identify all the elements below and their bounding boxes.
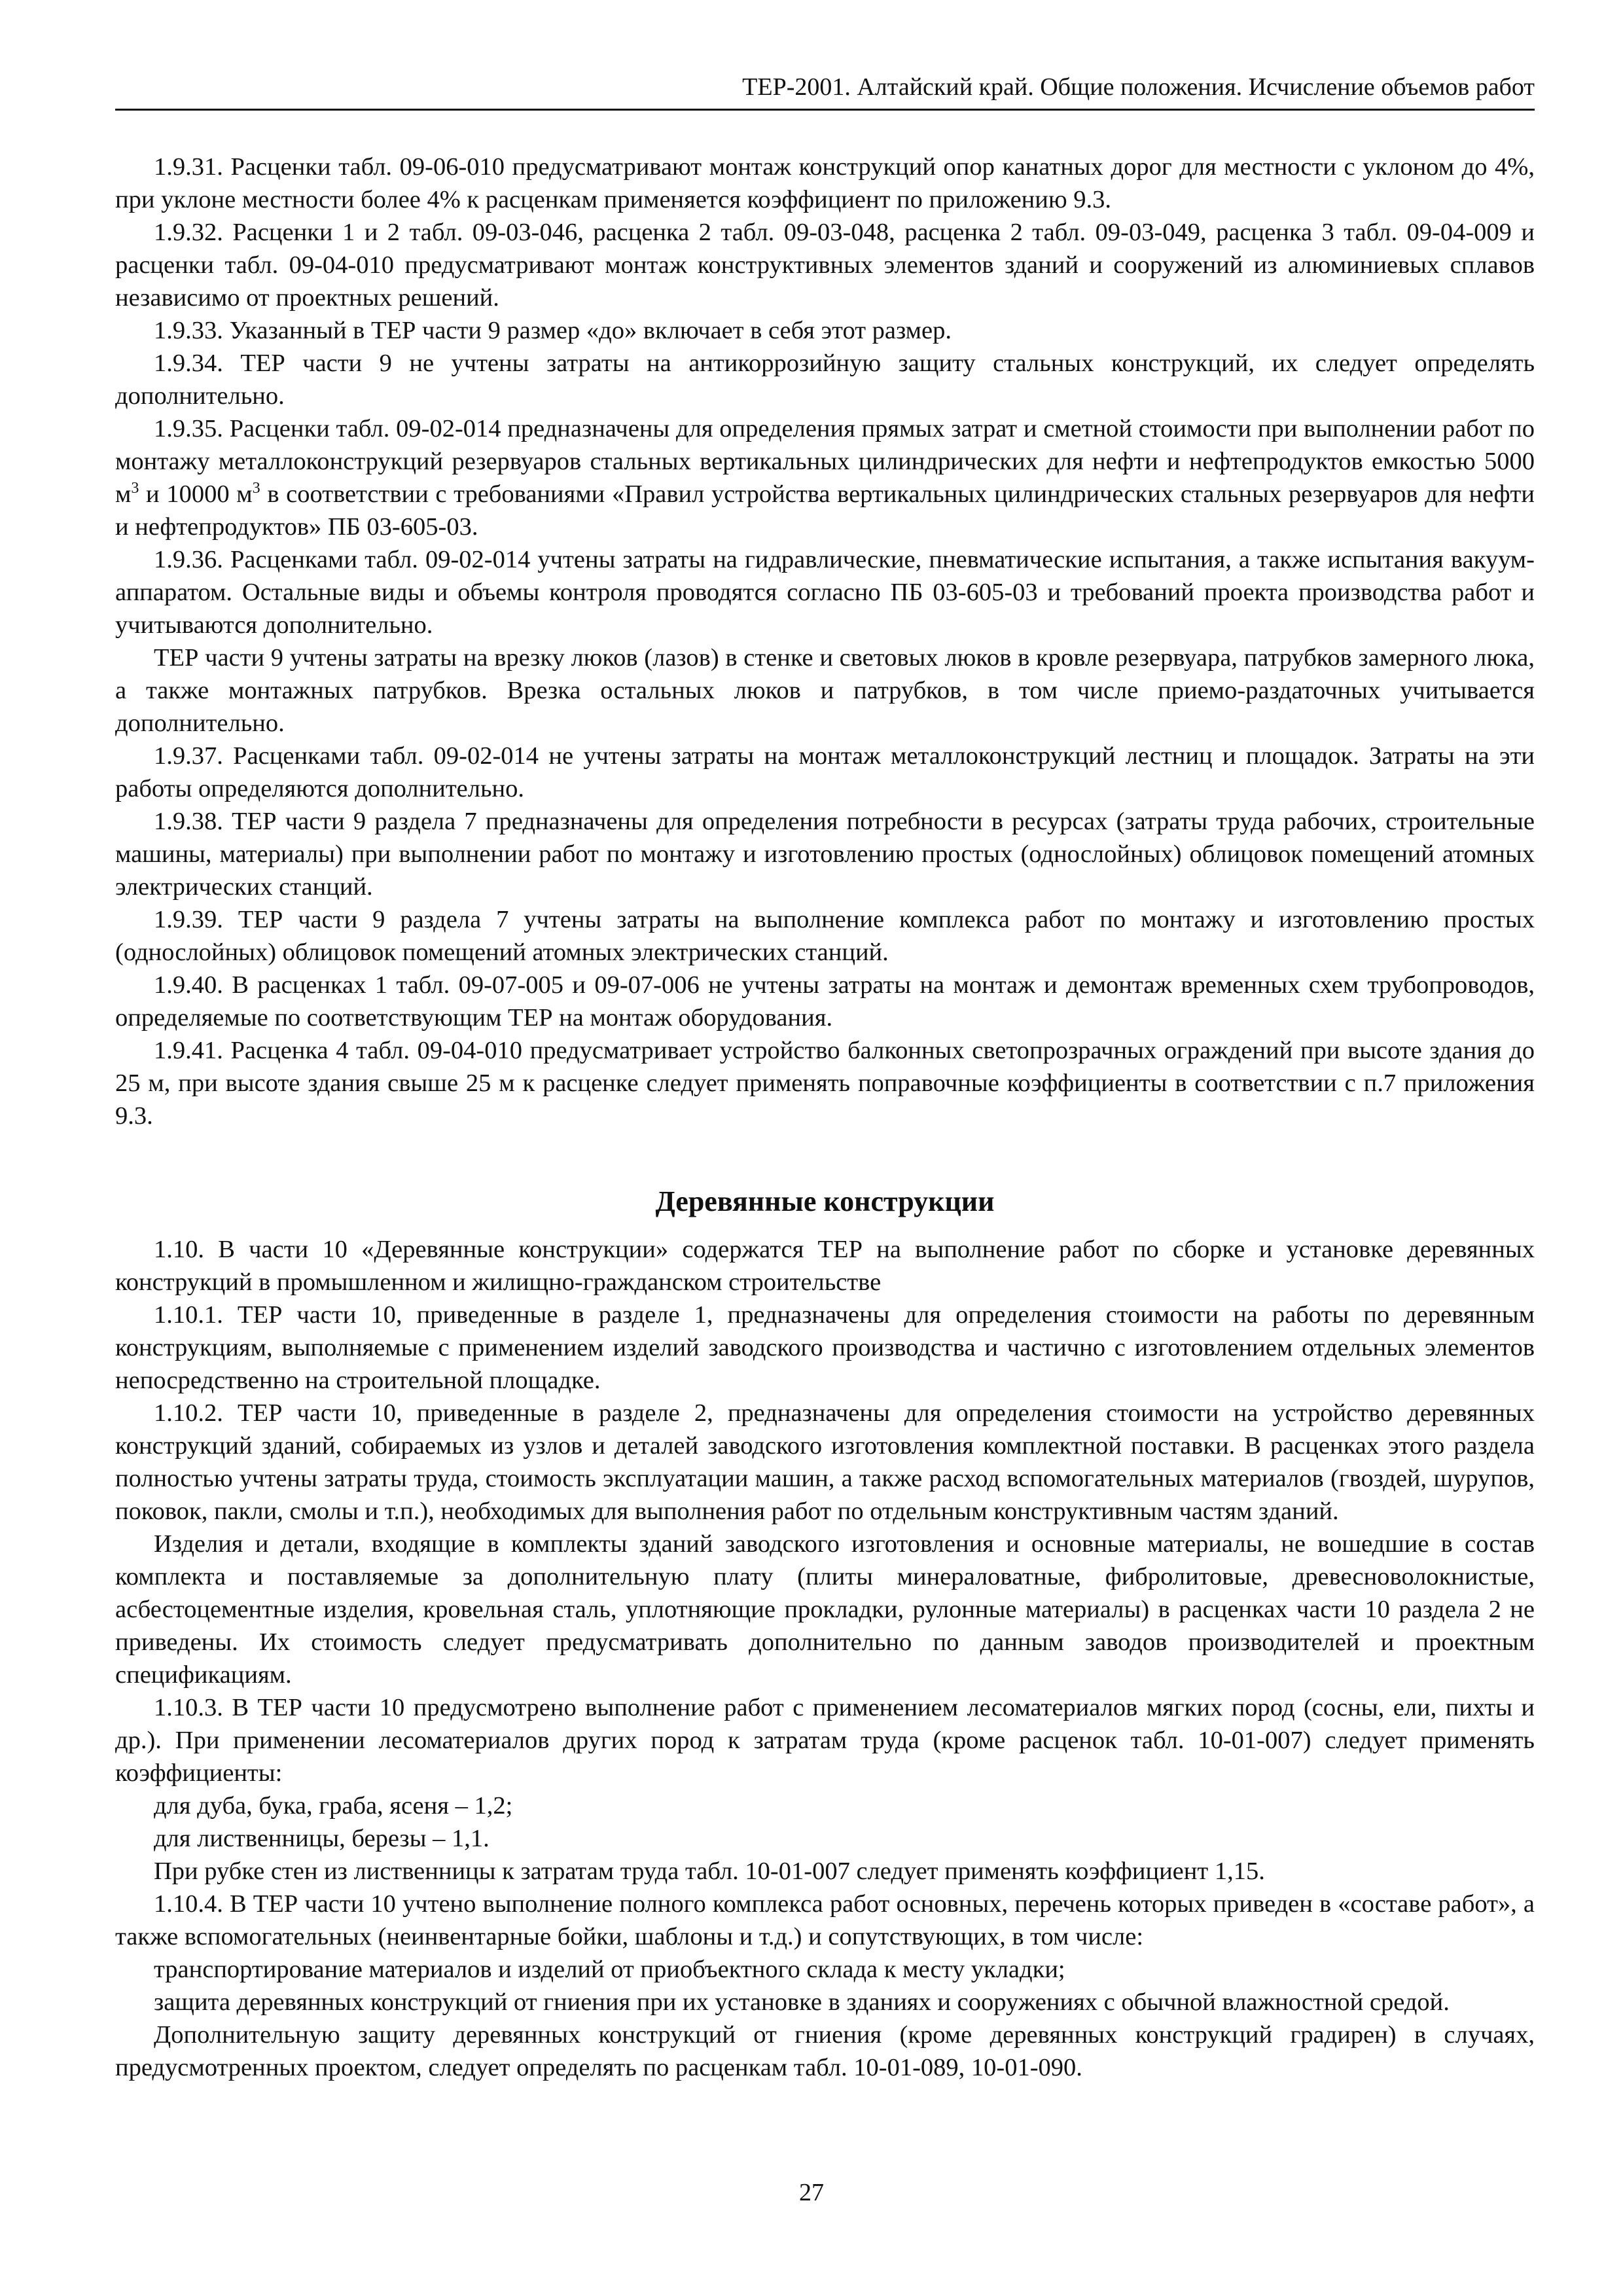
paragraph-1-10-2-continued: Изделия и детали, входящие в комплекты зданий заводского изготовления и основные материалы, не вошедшие в состав комплекта и поставляемые за дополнительную плату (плиты минераловатные, фибролитовые, древесноволокнистые, асбестоцементные изделия, кровельная сталь, уплотняющие прокладки, рулонные материалы) в расценках части 10 раздела 2 не приведены. Их стоимость следует предусматривать дополнительно по данным заводов производителей и проектным спецификациям. xyxy=(115,1530,1535,1689)
section-heading: Деревянные конструкции xyxy=(655,1185,995,1217)
running-header xyxy=(115,71,1535,111)
paragraph-1-10-3-continued: При рубке стен из лиственницы к затратам труда табл. 10-01-007 следует применять коэффициент 1,15. xyxy=(154,1857,1265,1885)
running-title: ТЕР-2001. Алтайский край. Общие положения. Исчисление объемов работ xyxy=(742,73,1535,101)
paragraph-1-10-2: 1.10.2. ТЕР части 10, приведенные в разделе 2, предназначены для определения стоимости на устройство деревянных конструкций зданий, собираемых из узлов и деталей заводского изготовления комплектной поставки. В расценках этого раздела полностью учтены затраты труда, стоимость эксплуатации машин, а также расход вспомогательных материалов (гвоздей, шурупов, поковок, пакли, смолы и т.п.), необходимых для выполнения работ по отдельным конструктивным частям зданий. xyxy=(115,1399,1535,1525)
paragraph-1-9-41: 1.9.41. Расценка 4 табл. 09-04-010 предусматривает устройство балконных светопрозрачных ограждений при высоте здания до 25 м, при высоте здания свыше 25 м к расценке следует применять поправочные коэффициенты в соответствии с п.7 приложения 9.3. xyxy=(115,1037,1535,1130)
paragraph-1-10: 1.10. В части 10 «Деревянные конструкции» содержатся ТЕР на выполнение работ по сборке и установке деревянных конструкций в промышленном и жилищно-гражданском строительстве xyxy=(115,1236,1535,1296)
paragraph-1-9-33: 1.9.33. Указанный в ТЕР части 9 размер «до» включает в себя этот размер. xyxy=(154,317,952,344)
paragraph-1-9-40: 1.9.40. В расценках 1 табл. 09-07-005 и 09-07-006 не учтены затраты на монтаж и демонтаж временных схем трубопроводов, определяемые по соответствующим ТЕР на монтаж оборудования. xyxy=(115,971,1535,1031)
superscript-cubic: 3 xyxy=(252,480,260,497)
paragraph-1-9-35 xyxy=(115,412,1535,543)
paragraph-1-9-34: 1.9.34. ТЕР части 9 не учтены затраты на антикоррозийную защиту стальных конструкций, их следует определять дополнительно. xyxy=(115,350,1535,410)
paragraph-1-9-37: 1.9.37. Расценками табл. 09-02-014 не учтены затраты на монтаж металлоконструкций лестниц и площадок. Затраты на эти работы определяются дополнительно. xyxy=(115,742,1535,802)
superscript-cubic: 3 xyxy=(131,480,139,497)
list-item-transport: транспортирование материалов и изделий от приобъектного склада к месту укладки; xyxy=(154,1956,1065,1983)
paragraph-1-10-4-continued: Дополнительную защиту деревянных конструкций от гниения (кроме деревянных конструкций градирен) в случаях, предусмотренных проектом, следует определять по расценкам табл. 10-01-089, 10-01-090. xyxy=(115,2021,1535,2081)
coefficient-larch: для лиственницы, березы – 1,1. xyxy=(154,1825,490,1852)
paragraph-1-9-35-part-b: и 10000 м xyxy=(139,480,253,508)
paragraph-1-9-35-part-a: 1.9.35. Расценки табл. 09-02-014 предназначены для определения прямых затрат и сметной стоимости при выполнении работ по монтажу металлоконструкций резервуаров стальных вертикальных цилиндрических для нефти и нефтепродуктов емкостью 5000 м xyxy=(115,415,1535,508)
page-number: 27 xyxy=(799,2179,824,2206)
paragraph-1-10-3: 1.10.3. В ТЕР части 10 предусмотрено выполнение работ с применением лесоматериалов мягких пород (сосны, ели, пихты и др.). При применении лесоматериалов других пород к затратам труда (кроме расценок табл. 10-01-007) следует применять коэффициенты: xyxy=(115,1694,1535,1787)
paragraph-1-9-36-continued: ТЕР части 9 учтены затраты на врезку люков (лазов) в стенке и световых люков в кровле резервуара, патрубков замерного люка, а также монтажных патрубков. Врезка остальных люков и патрубков, в том числе приемо-раздаточных учитывается дополнительно. xyxy=(115,644,1535,737)
coefficient-oak: для дуба, бука, граба, ясеня – 1,2; xyxy=(154,1792,513,1820)
paragraph-1-9-36: 1.9.36. Расценками табл. 09-02-014 учтены затраты на гидравлические, пневматические испытания, а также испытания вакуум-аппаратом. Остальные виды и объемы контроля проводятся согласно ПБ 03-605-03 и требований проекта производства работ и учитываются дополнительно. xyxy=(115,546,1535,639)
paragraph-1-10-4: 1.10.4. В ТЕР части 10 учтено выполнение полного комплекса работ основных, перечень которых приведен в «составе работ», а также вспомогательных (неинвентарные бойки, шаблоны и т.д.) и сопутствующих, в том числе: xyxy=(115,1890,1535,1950)
paragraph-1-9-39: 1.9.39. ТЕР части 9 раздела 7 учтены затраты на выполнение комплекса работ по монтажу и изготовлению простых (однослойных) облицовок помещений атомных электрических станций. xyxy=(115,906,1535,966)
paragraph-1-9-31: 1.9.31. Расценки табл. 09-06-010 предусматривают монтаж конструкций опор канатных дорог для местности с уклоном до 4%, при уклоне местности более 4% к расценкам применяется коэффициент по приложению 9.3. xyxy=(115,153,1535,213)
paragraph-1-10-1: 1.10.1. ТЕР части 10, приведенные в разделе 1, предназначены для определения стоимости на работы по деревянным конструкциям, выполняемые с применением изделий заводского производства и частично с изготовлением отдельных элементов непосредственно на строительной площадке. xyxy=(115,1301,1535,1394)
paragraph-1-9-32: 1.9.32. Расценки 1 и 2 табл. 09-03-046, расценка 2 табл. 09-03-048, расценка 2 табл. 09-03-049, расценка 3 табл. 09-04-009 и расценки табл. 09-04-010 предусматривают монтаж конструктивных элементов зданий и сооружений из алюминиевых сплавов независимо от проектных решений. xyxy=(115,219,1535,312)
paragraph-1-9-35-part-c: в соответствии с требованиями «Правил устройства вертикальных цилиндрических стальных резервуаров для нефти и нефтепродуктов» ПБ 03-605-03. xyxy=(115,480,1535,541)
document-body xyxy=(115,151,1535,2084)
paragraph-1-9-38: 1.9.38. ТЕР части 9 раздела 7 предназначены для определения потребности в ресурсах (затраты труда рабочих, строительные машины, материалы) при выполнении работ по монтажу и изготовлению простых (однослойных) облицовок помещений атомных электрических станций. xyxy=(115,808,1535,901)
list-item-protection: защита деревянных конструкций от гниения при их установке в зданиях и сооружениях с обычной влажностной средой. xyxy=(154,1988,1450,2016)
